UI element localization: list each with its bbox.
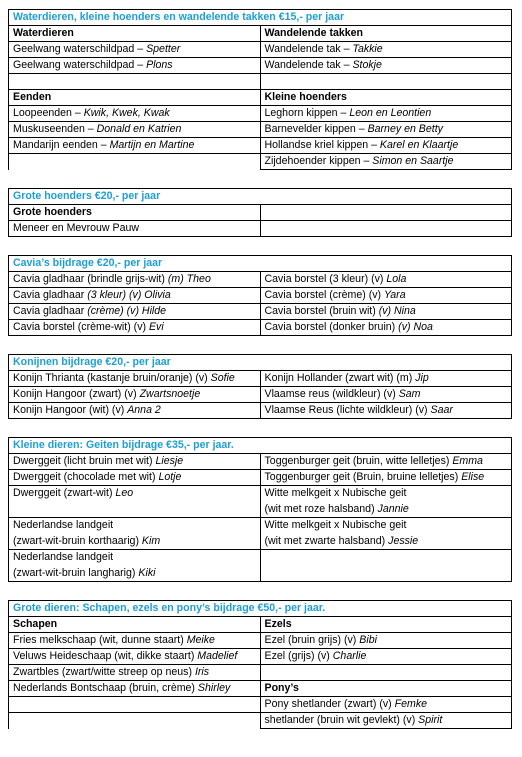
- table-cell: [9, 550, 261, 582]
- cell-text: (zwart-wit-bruin korthaarig): [13, 534, 142, 547]
- animal-name: Evi: [148, 321, 164, 333]
- animal-name: (crème) (v) Hilde: [87, 305, 167, 317]
- table-row: [9, 403, 512, 419]
- table-cell: [260, 665, 512, 681]
- table-cell: [9, 713, 261, 729]
- table-cell: [9, 403, 261, 419]
- table-row: [9, 550, 512, 582]
- cell-text: Leghorn kippen –: [264, 107, 350, 119]
- table-cell: [260, 454, 512, 470]
- table-cell: [260, 122, 512, 138]
- animal-name: Jip: [415, 372, 429, 384]
- table-cell: [260, 74, 512, 90]
- table-cell: [9, 470, 261, 486]
- table-cell: [260, 42, 512, 58]
- table-cell: [260, 486, 512, 518]
- cell-text: Fries melkschaap (wit, dunne staart): [13, 634, 187, 646]
- animal-name: Charlie: [332, 650, 367, 662]
- animal-name: Kwik, Kwek, Kwak: [83, 107, 170, 119]
- cell-text: Toggenburger geit (Bruin, bruine lelletjes): [264, 471, 462, 483]
- animal-name: Kiki: [138, 566, 156, 579]
- table-cell: [9, 272, 261, 288]
- table-cell: [9, 665, 261, 681]
- table-cell: [260, 713, 512, 729]
- table-row: [9, 42, 512, 58]
- animal-name: Madelief: [197, 650, 238, 662]
- cell-text: Wandelende tak –: [264, 43, 353, 55]
- cell-line: Nederlandse landgeit: [13, 519, 114, 531]
- table-cell: [9, 649, 261, 665]
- cell-text: Geelwang waterschildpad –: [13, 59, 147, 71]
- cell-text: Dwerggeit (zwart-wit): [13, 487, 116, 499]
- animal-name: Elise: [461, 471, 485, 483]
- cell-text: Mandarijn eenden –: [13, 139, 110, 151]
- cell-text: Kleine hoenders: [264, 91, 347, 103]
- animal-name: Leo: [115, 487, 134, 499]
- section-title: Kleine dieren: Geiten bijdrage €35,- per jaar.: [9, 438, 512, 454]
- cell-text: Zwartbles (zwart/witte streep op neus): [13, 666, 195, 678]
- table-cell: [9, 633, 261, 649]
- animal-name: (v) Noa: [398, 321, 433, 333]
- cell-text: Cavia gladhaar: [13, 305, 88, 317]
- animal-name: Lotje: [158, 471, 182, 483]
- table-cell: [260, 697, 512, 713]
- section-table: [8, 188, 512, 237]
- table-row: [9, 138, 512, 154]
- table-cell: [260, 403, 512, 419]
- table-cell: [9, 42, 261, 58]
- animal-name: Sam: [398, 388, 421, 400]
- cell-text: Hollandse kriel kippen –: [264, 139, 380, 151]
- table-row: [9, 371, 512, 387]
- cell-text: Eenden: [13, 91, 52, 103]
- table-cell: [9, 26, 261, 42]
- animal-name: Jannie: [377, 502, 409, 515]
- table-row: [9, 58, 512, 74]
- section-table: [8, 600, 512, 729]
- table-cell: [9, 681, 261, 697]
- animal-name: Lola: [386, 273, 407, 285]
- cell-text: Muskuseenden –: [13, 123, 97, 135]
- cell-text: Ezel (grijs) (v): [264, 650, 333, 662]
- cell-text: (wit met roze halsband): [264, 502, 378, 515]
- cell-text: Cavia borstel (3 kleur) (v): [264, 273, 387, 285]
- animal-name: Zwartsnoetje: [139, 388, 201, 400]
- cell-text: Wandelende takken: [264, 27, 364, 39]
- cell-text: Konijn Hangoor (wit) (v): [13, 404, 128, 416]
- table-cell: [9, 486, 261, 518]
- table-row: [9, 681, 512, 697]
- table-cell: [260, 288, 512, 304]
- section-table: [8, 437, 512, 582]
- table-cell: [260, 320, 512, 336]
- animal-name: Karel en Klaartje: [379, 139, 459, 151]
- subheader-row: [9, 90, 512, 106]
- section-title: Grote dieren: Schapen, ezels en pony’s bijdrage €50,- per jaar.: [9, 601, 512, 617]
- cell-text: Pony’s: [264, 682, 299, 694]
- cell-text: Ezel (bruin grijs) (v): [264, 634, 360, 646]
- cell-text: Wandelende tak –: [264, 59, 353, 71]
- animal-name: Emma: [452, 455, 483, 467]
- section-title: Konijnen bijdrage €20,- per jaar: [9, 355, 512, 371]
- animal-name: Donald en Katrien: [96, 123, 182, 135]
- table-cell: [9, 320, 261, 336]
- table-cell: [260, 26, 512, 42]
- section-spacer: [8, 582, 512, 600]
- cell-text: Geelwang waterschildpad –: [13, 43, 147, 55]
- section-table: [8, 9, 512, 170]
- animal-name: Liesje: [155, 455, 184, 467]
- cell-text: Vlaamse reus (wildkleur) (v): [264, 388, 399, 400]
- table-cell: [260, 649, 512, 665]
- section-table: [8, 354, 512, 419]
- animal-name: Jessie: [388, 534, 419, 547]
- subheader-row: [9, 205, 512, 221]
- section-spacer: [8, 170, 512, 188]
- table-row: [9, 697, 512, 713]
- table-row: [9, 713, 512, 729]
- cell-text: Nederlands Bontschaap (bruin, crème): [13, 682, 198, 694]
- cell-text: (wit met zwarte halsband): [264, 534, 389, 547]
- table-cell: [260, 58, 512, 74]
- table-cell: [260, 518, 512, 550]
- cell-text: Cavia borstel (crème) (v): [264, 289, 384, 301]
- animal-name: Martijn en Martine: [109, 139, 195, 151]
- cell-line: Witte melkgeit x Nubische geit: [264, 519, 407, 531]
- table-cell: [260, 470, 512, 486]
- subheader-row: [9, 26, 512, 42]
- table-row: [9, 633, 512, 649]
- cell-text: Barnevelder kippen –: [264, 123, 368, 135]
- table-cell: [260, 550, 512, 582]
- section-spacer: [8, 419, 512, 437]
- animal-name: Spetter: [146, 43, 181, 55]
- table-row: [9, 221, 512, 237]
- table-cell: [9, 387, 261, 403]
- cell-text: Cavia borstel (crème-wit) (v): [13, 321, 149, 333]
- table-cell: [260, 205, 512, 221]
- table-row: [9, 106, 512, 122]
- cell-text: Cavia borstel (donker bruin): [264, 321, 399, 333]
- cell-text: Pony shetlander (zwart) (v): [264, 698, 395, 710]
- table-cell: [260, 221, 512, 237]
- section-spacer: [8, 237, 512, 255]
- animal-name: Kim: [141, 534, 161, 547]
- cell-text: Grote hoenders: [13, 206, 92, 218]
- table-cell: [9, 304, 261, 320]
- table-cell: [9, 371, 261, 387]
- cell-text: Schapen: [13, 618, 58, 630]
- cell-text: Konijn Hollander (zwart wit) (m): [264, 372, 416, 384]
- table-cell: [9, 58, 261, 74]
- cell-text: Zijdehoender kippen –: [264, 155, 373, 167]
- table-row: [9, 272, 512, 288]
- cell-text: Toggenburger geit (bruin, witte lelletjes): [264, 455, 453, 467]
- table-cell: [9, 205, 261, 221]
- table-cell: [260, 681, 512, 697]
- cell-text: Dwerggeit (licht bruin met wit): [13, 455, 156, 467]
- cell-text: Veluws Heideschaap (wit, dikke staart): [13, 650, 198, 662]
- cell-text: Dwerggeit (chocolade met wit): [13, 471, 159, 483]
- section-spacer: [8, 336, 512, 354]
- animal-name: Bibi: [359, 634, 377, 646]
- document: [8, 9, 512, 729]
- table-cell: [9, 122, 261, 138]
- table-cell: [260, 304, 512, 320]
- animal-name: Takkie: [352, 43, 383, 55]
- table-cell: [260, 106, 512, 122]
- animal-name: Plons: [146, 59, 173, 71]
- cell-text: Cavia gladhaar: [13, 289, 88, 301]
- table-cell: [9, 617, 261, 633]
- table-row: [9, 74, 512, 90]
- cell-text: Konijn Hangoor (zwart) (v): [13, 388, 140, 400]
- animal-name: Meike: [186, 634, 215, 646]
- table-cell: [9, 288, 261, 304]
- cell-text: Waterdieren: [13, 27, 74, 39]
- table-cell: [9, 221, 261, 237]
- table-cell: [9, 518, 261, 550]
- table-cell: [9, 454, 261, 470]
- table-row: [9, 122, 512, 138]
- table-row: [9, 454, 512, 470]
- table-row: [9, 320, 512, 336]
- cell-text: Loopeenden –: [13, 107, 84, 119]
- table-row: [9, 387, 512, 403]
- cell-text: (zwart-wit-bruin langharig): [13, 566, 139, 579]
- section-title: Cavia’s bijdrage €20,- per jaar: [9, 256, 512, 272]
- table-cell: [260, 633, 512, 649]
- section-title: Grote hoenders €20,- per jaar: [9, 189, 512, 205]
- animal-name: Yara: [384, 289, 406, 301]
- cell-text: Ezels: [264, 618, 292, 630]
- table-row: [9, 486, 512, 518]
- animal-name: Simon en Saartje: [372, 155, 454, 167]
- table-row: [9, 518, 512, 550]
- table-cell: [9, 154, 261, 170]
- cell-text: Konijn Thrianta (kastanje bruin/oranje) (v): [13, 372, 211, 384]
- animal-name: (3 kleur) (v) Olivia: [87, 289, 171, 301]
- animal-name: Anna 2: [127, 404, 161, 416]
- animal-name: Barney en Betty: [367, 123, 443, 135]
- cell-text: Vlaamse Reus (lichte wildkleur) (v): [264, 404, 431, 416]
- table-row: [9, 288, 512, 304]
- table-row: [9, 154, 512, 170]
- table-cell: [9, 138, 261, 154]
- section-title: Waterdieren, kleine hoenders en wandelende takken €15,- per jaar: [9, 10, 512, 26]
- cell-text: Cavia gladhaar (brindle grijs-wit): [13, 273, 168, 285]
- cell-text: Meneer en Mevrouw Pauw: [13, 222, 140, 234]
- table-cell: [260, 371, 512, 387]
- table-cell: [9, 90, 261, 106]
- section-table: [8, 255, 512, 336]
- animal-name: (v) Nina: [378, 305, 416, 317]
- table-cell: [260, 90, 512, 106]
- table-cell: [260, 272, 512, 288]
- cell-text: Cavia borstel (bruin wit): [264, 305, 379, 317]
- animal-name: Shirley: [197, 682, 231, 694]
- table-cell: [260, 617, 512, 633]
- table-cell: [260, 154, 512, 170]
- animal-name: Saar: [430, 404, 453, 416]
- table-row: [9, 470, 512, 486]
- cell-line: Witte melkgeit x Nubische geit: [264, 487, 407, 499]
- table-cell: [9, 74, 261, 90]
- animal-name: Spirit: [418, 714, 443, 726]
- table-cell: [9, 106, 261, 122]
- animal-name: Leon en Leontien: [349, 107, 432, 119]
- animal-name: Stokje: [352, 59, 382, 71]
- table-cell: [260, 387, 512, 403]
- cell-text: shetlander (bruin wit gevlekt) (v): [264, 714, 419, 726]
- animal-name: Femke: [394, 698, 428, 710]
- table-cell: [260, 138, 512, 154]
- table-row: [9, 665, 512, 681]
- table-row: [9, 649, 512, 665]
- animal-name: Sofie: [210, 372, 235, 384]
- subheader-row: [9, 617, 512, 633]
- table-cell: [9, 697, 261, 713]
- animal-name: (m) Theo: [167, 273, 211, 285]
- cell-line: Nederlandse landgeit: [13, 551, 114, 563]
- animal-name: Iris: [194, 666, 210, 678]
- table-row: [9, 304, 512, 320]
